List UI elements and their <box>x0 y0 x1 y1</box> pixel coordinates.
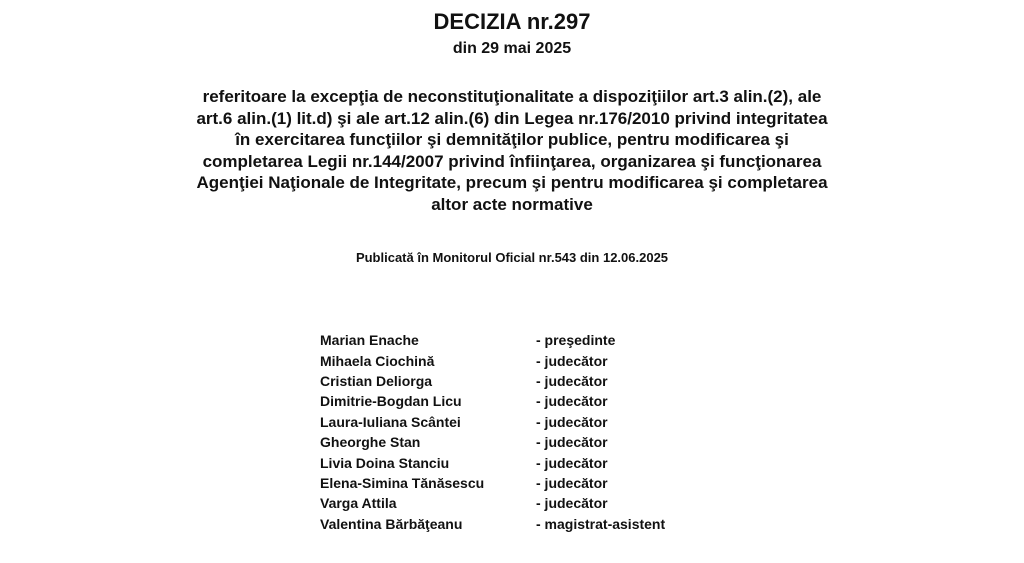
panel-member-row <box>320 330 740 350</box>
panel-member-row <box>320 412 740 432</box>
member-name: Marian Enache <box>320 332 419 349</box>
member-name: Elena-Simina Tănăsescu <box>320 474 485 491</box>
panel-member-row <box>320 514 740 534</box>
publication-note: Publicată în Monitorul Oficial nr.543 din 12.06.2025 <box>355 250 669 265</box>
member-role: - magistrat-asistent <box>536 515 666 532</box>
member-role: - judecător <box>536 434 608 451</box>
member-role: - judecător <box>536 474 608 491</box>
panel-member-row <box>320 473 740 493</box>
member-role: - judecător <box>536 454 608 471</box>
member-role: - judecător <box>536 393 608 410</box>
member-name: Laura-Iuliana Scântei <box>320 413 461 430</box>
member-name: Cristian Deliorga <box>320 372 433 389</box>
court-panel <box>320 330 740 534</box>
member-name: Gheorghe Stan <box>320 434 421 451</box>
member-role: - judecător <box>536 352 608 369</box>
panel-member-row <box>320 391 740 411</box>
subject-line: referitoare la excepţia de neconstituţionalitate a dispoziţiilor art.3 alin.(2), ale <box>202 87 822 106</box>
member-role: - judecător <box>536 413 608 430</box>
member-role: - preşedinte <box>536 332 616 349</box>
subject-line: în exercitarea funcţiilor şi demnităţilor publice, pentru modificarea şi <box>235 130 789 150</box>
subject-line: Agenţiei Naţionale de Integritate, precum şi pentru modificarea şi completarea <box>196 173 828 193</box>
panel-member-row <box>320 371 740 391</box>
decision-title: DECIZIA nr.297 <box>433 9 591 34</box>
member-role: - judecător <box>536 495 608 512</box>
decision-subject <box>112 86 912 216</box>
subject-line: completarea Legii nr.144/2007 privind înfiinţarea, organizarea şi funcţionarea <box>202 151 822 171</box>
panel-member-row <box>320 493 740 513</box>
decision-date: din 29 mai 2025 <box>452 40 572 57</box>
panel-member-row <box>320 350 740 370</box>
member-name: Mihaela Ciochină <box>320 352 435 369</box>
panel-member-row <box>320 452 740 472</box>
member-name: Dimitrie-Bogdan Licu <box>320 393 462 410</box>
subject-line: altor acte normative <box>431 194 593 214</box>
member-name: Valentina Bărbăţeanu <box>320 515 463 532</box>
member-name: Livia Doina Stanciu <box>320 454 450 471</box>
member-role: - judecător <box>536 372 608 389</box>
panel-member-row <box>320 432 740 452</box>
subject-line: art.6 alin.(1) lit.d) şi ale art.12 alin.(6) din Legea nr.176/2010 privind integritatea <box>196 108 828 128</box>
member-name: Varga Attila <box>320 495 397 512</box>
